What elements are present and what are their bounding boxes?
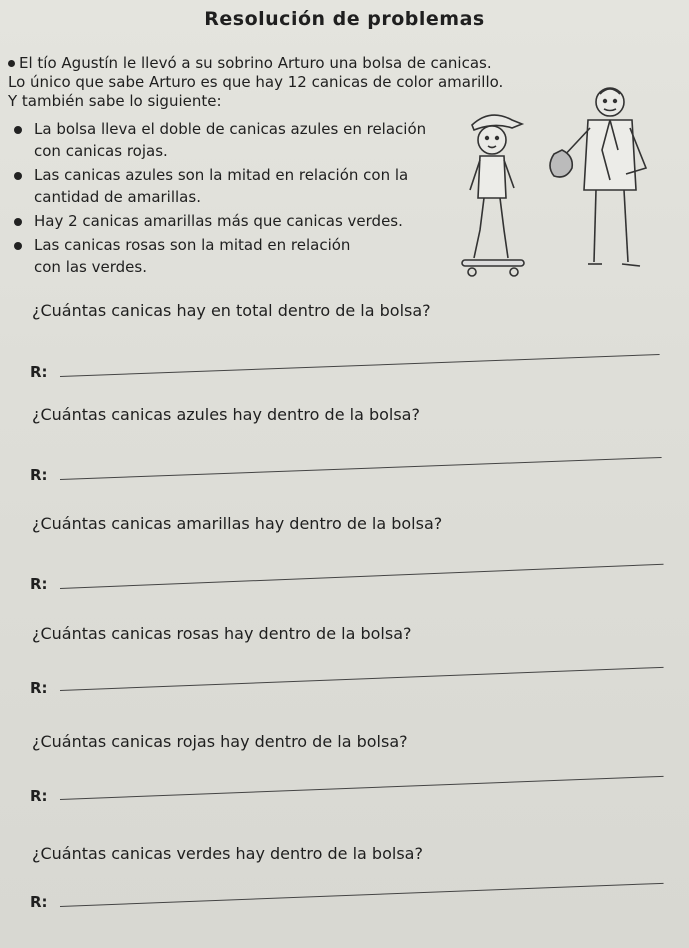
clue-item: Las canicas azules son la mitad en relación con la cantidad de amarillas. — [14, 164, 464, 208]
bullet-icon — [14, 126, 22, 134]
answer-label: R: — [30, 575, 48, 593]
intro-text — [8, 54, 503, 111]
intro-line-3: Y también sabe lo siguiente: — [8, 92, 222, 110]
uncle-icon — [550, 88, 646, 266]
answer-label: R: — [30, 893, 48, 911]
boy-skateboard-icon — [462, 115, 524, 276]
answer-label: R: — [30, 679, 48, 697]
intro-line-1: El tío Agustín le llevó a su sobrino Arturo una bolsa de canicas. — [8, 54, 503, 73]
question-1: ¿Cuántas canicas hay en total dentro de la bolsa? — [32, 301, 431, 320]
answer-label: R: — [30, 787, 48, 805]
clue-item: Hay 2 canicas amarillas más que canicas verdes. — [14, 210, 464, 232]
clue-list — [14, 118, 464, 280]
bullet-icon — [14, 172, 22, 180]
bullet-icon — [8, 60, 15, 67]
question-4: ¿Cuántas canicas rosas hay dentro de la bolsa? — [32, 624, 412, 643]
question-3: ¿Cuántas canicas amarillas hay dentro de la bolsa? — [32, 514, 443, 533]
intro-line-2: Lo único que sabe Arturo es que hay 12 canicas de color amarillo. — [8, 73, 504, 91]
illustration — [450, 80, 650, 280]
answer-line-2[interactable] — [60, 457, 662, 480]
answer-line-3[interactable] — [60, 564, 664, 589]
question-2: ¿Cuántas canicas azules hay dentro de la bolsa? — [32, 405, 420, 424]
bullet-icon — [14, 242, 22, 250]
clue-item: La bolsa lleva el doble de canicas azules en relación con canicas rojas. — [14, 118, 464, 162]
answer-label: R: — [30, 363, 48, 381]
answer-line-6[interactable] — [60, 883, 664, 907]
answer-line-5[interactable] — [60, 776, 664, 800]
question-5: ¿Cuántas canicas rojas hay dentro de la bolsa? — [32, 732, 408, 751]
answer-line-4[interactable] — [60, 667, 664, 691]
clue-item: Las canicas rosas son la mitad en relación con las verdes. — [14, 234, 464, 278]
answer-line-1[interactable] — [60, 354, 660, 377]
bullet-icon — [14, 218, 22, 226]
answer-label: R: — [30, 466, 48, 484]
page-title: Resolución de problemas — [204, 8, 485, 30]
question-6: ¿Cuántas canicas verdes hay dentro de la bolsa? — [32, 844, 423, 863]
